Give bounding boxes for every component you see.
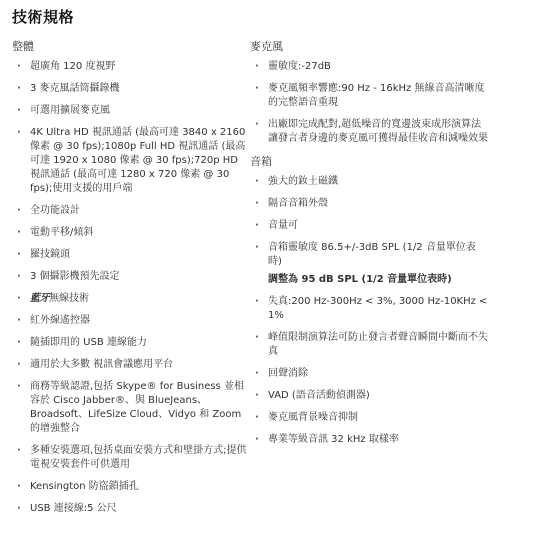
spec-item-lock-slot: · Kensington 防盜鎖插孔 xyxy=(12,480,247,494)
spec-item-mounting: · 多種安裝選項,包括桌面安裝方式和壁掛方式;提供電視安裝套件可供選用 xyxy=(12,444,247,472)
spec-item-mic-array: · 3 麥克風話筒攝錄機 xyxy=(12,82,247,96)
general-spec-list xyxy=(12,60,247,516)
mic-item-frequency: · 麥克風頻率響應:90 Hz - 16kHz 無線音高清晰度的完整語音重現 xyxy=(250,82,488,110)
spec-item-video-resolution: · 4K Ultra HD 視訊通話 (最高可達 3840 x 2160 像素 @ 30 fps);1080p Full HD 視訊通話 (最高可達 1920 x 1080 像素 @ 30 fps);720p HD 視訊通話 (最高可達 1280 x 720 像素 @ 30 fps);使用支援的用戶端 xyxy=(12,126,247,196)
speaker-item-enclosure: · 隔音音箱外殼 xyxy=(250,197,488,211)
spec-item-full-function: · 全功能設計 xyxy=(12,204,247,218)
speaker-spec-list xyxy=(250,175,488,447)
mic-item-beamforming: · 出廠即完成配對,超低噪音的寬邊波束成形演算法讓發言者身邊的麥克風可獲得最佳收音和減噪效果 xyxy=(250,118,488,146)
speaker-item-volume: · 音量可 xyxy=(250,219,488,233)
general-heading: 整體 xyxy=(12,40,34,53)
speaker-item-adjusted-spl: 調整為 95 dB SPL (1/2 音量單位表時) xyxy=(268,274,452,285)
speaker-item-noise-suppression: · 麥克風背景噪音抑制 xyxy=(250,411,488,425)
spec-item-certification: · 商務等級認證,包括 Skype® for Business 並相容於 Cisco Jabber®、與 BlueJeans、Broadsoft、LifeSize Cloud、Vidyo 和 Zoom 的增強整合 xyxy=(12,380,247,436)
spec-item-fov: · 超廣角 120 度視野 xyxy=(12,60,247,74)
spec-item-usb-cable: · USB 連接線:5 公尺 xyxy=(12,502,247,516)
speaker-item-vad: · VAD (語音活動偵測器) xyxy=(250,389,488,403)
spec-item-expansion-mic: · 可選用擴展麥克風 xyxy=(12,104,247,118)
speaker-item-magnet: · 強大的釹土磁鐵 xyxy=(250,175,488,189)
spec-item-camera-presets: · 3 個攝影機預先設定 xyxy=(12,270,247,284)
spec-item-remote: · 紅外線遙控器 xyxy=(12,314,247,328)
speaker-heading: 音箱 xyxy=(250,155,272,168)
spec-item-usb-plug-play: · 隨插即用的 USB 連線能力 xyxy=(12,336,247,350)
general-specs-column xyxy=(12,40,247,524)
mic-item-sensitivity: · 靈敏度:-27dB xyxy=(250,60,488,74)
microphone-spec-list xyxy=(250,60,488,146)
audio-specs-column xyxy=(250,40,488,455)
speaker-item-peak-limit: · 峰值限制演算法可防止發言者聲音瞬間中斷而不失真 xyxy=(250,331,488,359)
speaker-item-sample-rate: · 專業等級音訊 32 kHz 取樣率 xyxy=(250,433,488,447)
spec-item-platforms: · 適用於大多數 視訊會議應用平台 xyxy=(12,358,247,372)
spec-item-lens: · 羅技鏡頭 xyxy=(12,248,247,262)
wireless-brand-logo: 藍牙 xyxy=(30,293,49,304)
spec-item-wireless xyxy=(12,292,247,306)
speaker-item-sensitivity: · 音箱靈敏度 86.5+/-3dB SPL (1/2 音量單位表時) xyxy=(250,241,488,269)
microphone-heading: 麥克風 xyxy=(250,40,283,53)
speaker-item-echo-cancel: · 回聲消除 xyxy=(250,367,488,381)
page-title: 技術規格 xyxy=(12,8,75,26)
wireless-text: 無線技術 xyxy=(49,293,89,304)
spec-item-pan-tilt: · 電動平移/傾斜 xyxy=(12,226,247,240)
speaker-item-distortion: · 失真:200 Hz-300Hz < 3%, 3000 Hz-10KHz < 1% xyxy=(250,295,488,323)
